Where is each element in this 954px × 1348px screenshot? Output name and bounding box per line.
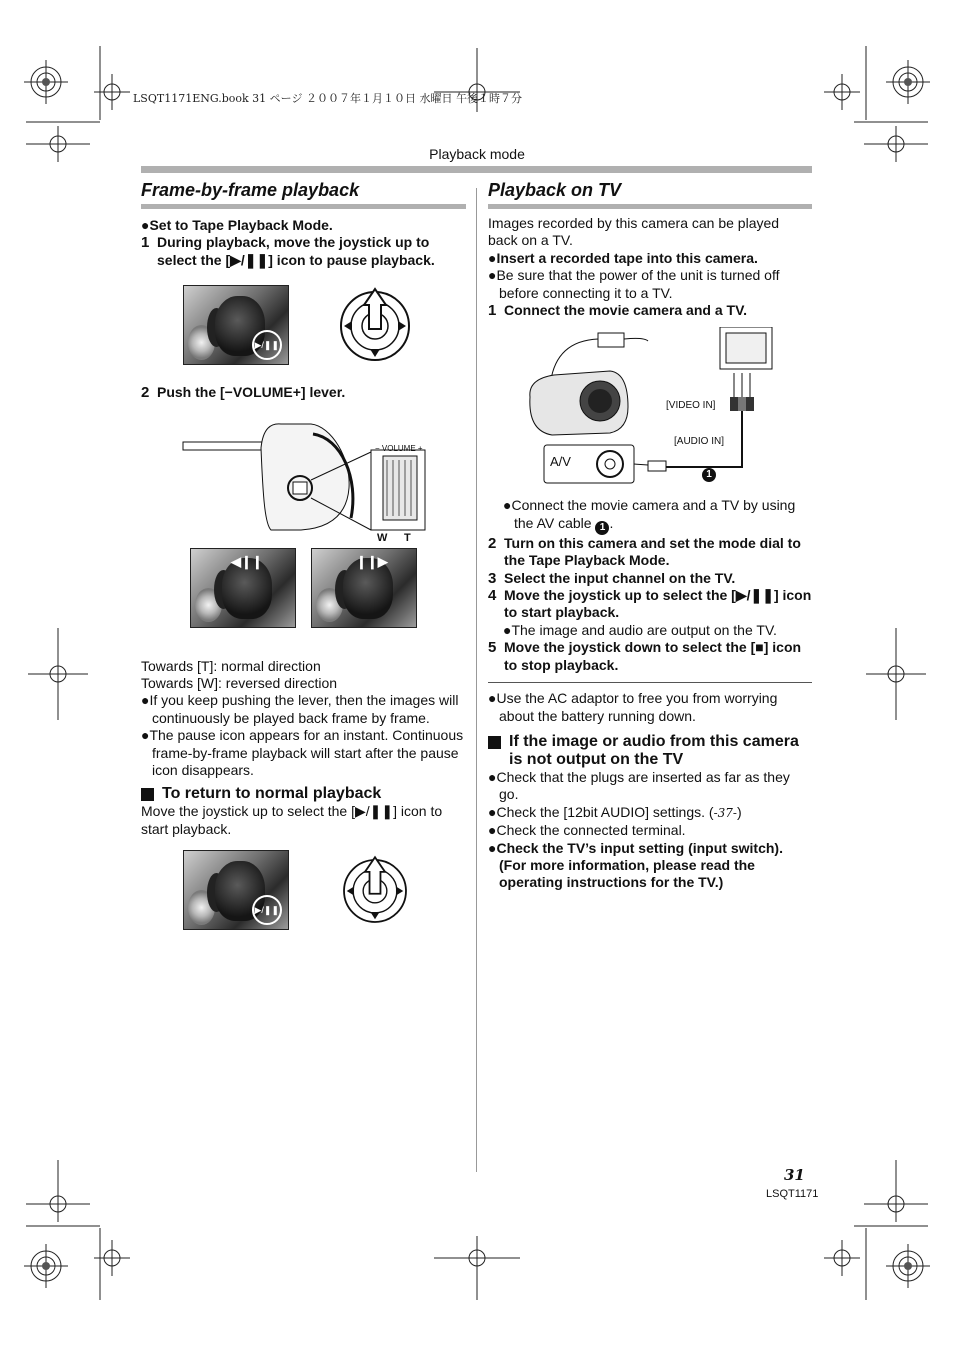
ac-adaptor-note: ●Use the AC adaptor to free you from worrying about the battery running down. [488, 690, 778, 724]
figure-tv-connection [488, 327, 812, 497]
video-in-label: [VIDEO IN] [666, 400, 716, 412]
screen-image-forward-frame [311, 548, 417, 628]
playback-control-icon-2: ▶/❚❚ [252, 895, 282, 925]
divider-rule [488, 682, 812, 683]
tv-intro: Images recorded by this camera can be played back on a TV. [488, 215, 780, 249]
step4-note: ●The image and audio are output on the TV. [503, 621, 777, 638]
page-number: 31 [784, 1166, 805, 1184]
troubleshoot-heading: If the image or audio from this camera is not output on the TV [488, 733, 812, 769]
square-bullet-icon-2 [488, 736, 501, 749]
av-terminal-label: A/V [550, 454, 571, 470]
cable-badge-inline: 1 [595, 521, 609, 535]
cable-callout-badge: 1 [702, 468, 716, 482]
lever-w-label: W [377, 531, 388, 544]
left-column [141, 180, 466, 955]
towards-t-note: Towards [T]: normal direction [141, 657, 321, 674]
right-step-4: 4 Move the joystick up to select the [▶/❚❚] icon to start playback. [488, 587, 812, 621]
right-step-1: 1 Connect the movie camera and a TV. [488, 302, 748, 320]
header-bar [141, 166, 812, 173]
column-divider [476, 188, 477, 1172]
section-title-playback-tv: Playback on TV [488, 180, 812, 209]
joystick-up-icon [337, 281, 413, 371]
right-column [488, 180, 812, 892]
section-title-frame-by-frame: Frame-by-frame playback [141, 180, 466, 209]
return-normal-heading: To return to normal playback [141, 785, 466, 803]
right-step-2: 2 Turn on this camera and set the mode dial to the Tape Playback Mode. [488, 534, 801, 569]
joystick-up-icon-2 [337, 850, 413, 932]
return-normal-text: Move the joystick up to select the [▶/❚❚] icon to start playback. [141, 803, 443, 837]
lever-t-label: T [404, 531, 411, 544]
left-step-1: 1 During playback, move the joystick up to select the [▶/❚❚] icon to pause playback. [141, 234, 435, 268]
figure-resume-playback [141, 850, 466, 955]
figure-volume-lever [141, 408, 466, 544]
bullet-insert-tape: ●Insert a recorded tape into this camera. [488, 249, 758, 266]
connect-note: ●Connect the movie camera and a TV by using the AV cable 1 . [503, 497, 796, 533]
print-file-line: LSQT1171ENG.book 31 ページ ２００７年１月１０日 水曜日 午後１時７分 [133, 92, 522, 105]
bullet-continuous: ●If you keep pushing the lever, then the images will continuously be played back frame by frame. [141, 692, 459, 726]
playback-control-icon: ▶/❚❚ [252, 330, 282, 360]
page-section-label: Playback mode [429, 146, 525, 162]
screen-image-reverse-frame [190, 548, 296, 628]
camera-side-illustration [181, 418, 431, 536]
screen-image-resume [183, 850, 289, 930]
audio-in-label: [AUDIO IN] [674, 436, 725, 448]
screen-image-pause [183, 285, 289, 365]
volume-lever-label: − VOLUME + [375, 443, 423, 453]
bullet-tape-mode: ●Set to Tape Playback Mode. [141, 217, 333, 233]
check-plugs: ●Check that the plugs are inserted as far as they go. [488, 768, 790, 803]
right-step-5: 5 Move the joystick down to select the [■] icon to stop playback. [488, 639, 802, 673]
forward-frame-icon: ❙❙▶ [356, 553, 388, 569]
reverse-frame-icon: ◀❙❙ [231, 553, 263, 569]
left-step-2: 2 Push the [−VOLUME+] lever. [141, 384, 346, 402]
figure-frame-step-images [141, 548, 466, 646]
figure-pause-playback [141, 275, 466, 380]
check-tv-input: ●Check the TV’s input setting (input switch). (For more information, please read the operating instructions for the TV.) [488, 839, 783, 891]
bullet-power-off: ●Be sure that the power of the unit is turned off before connecting it to a TV. [488, 267, 780, 301]
bullet-pause-icon: ●The pause icon appears for an instant. Continuous frame-by-frame playback will start after the pause icon disappears. [141, 727, 464, 779]
check-audio-settings: ●Check the [12bit AUDIO] settings. (-37-) [488, 803, 742, 820]
document-code: LSQT1171 [766, 1188, 819, 1200]
page-reference-link[interactable]: -37- [713, 805, 737, 820]
square-bullet-icon [141, 788, 154, 801]
towards-w-note: Towards [W]: reversed direction [141, 675, 338, 692]
right-step-3: 3 Select the input channel on the TV. [488, 569, 736, 587]
check-terminal: ●Check the connected terminal. [488, 822, 686, 839]
